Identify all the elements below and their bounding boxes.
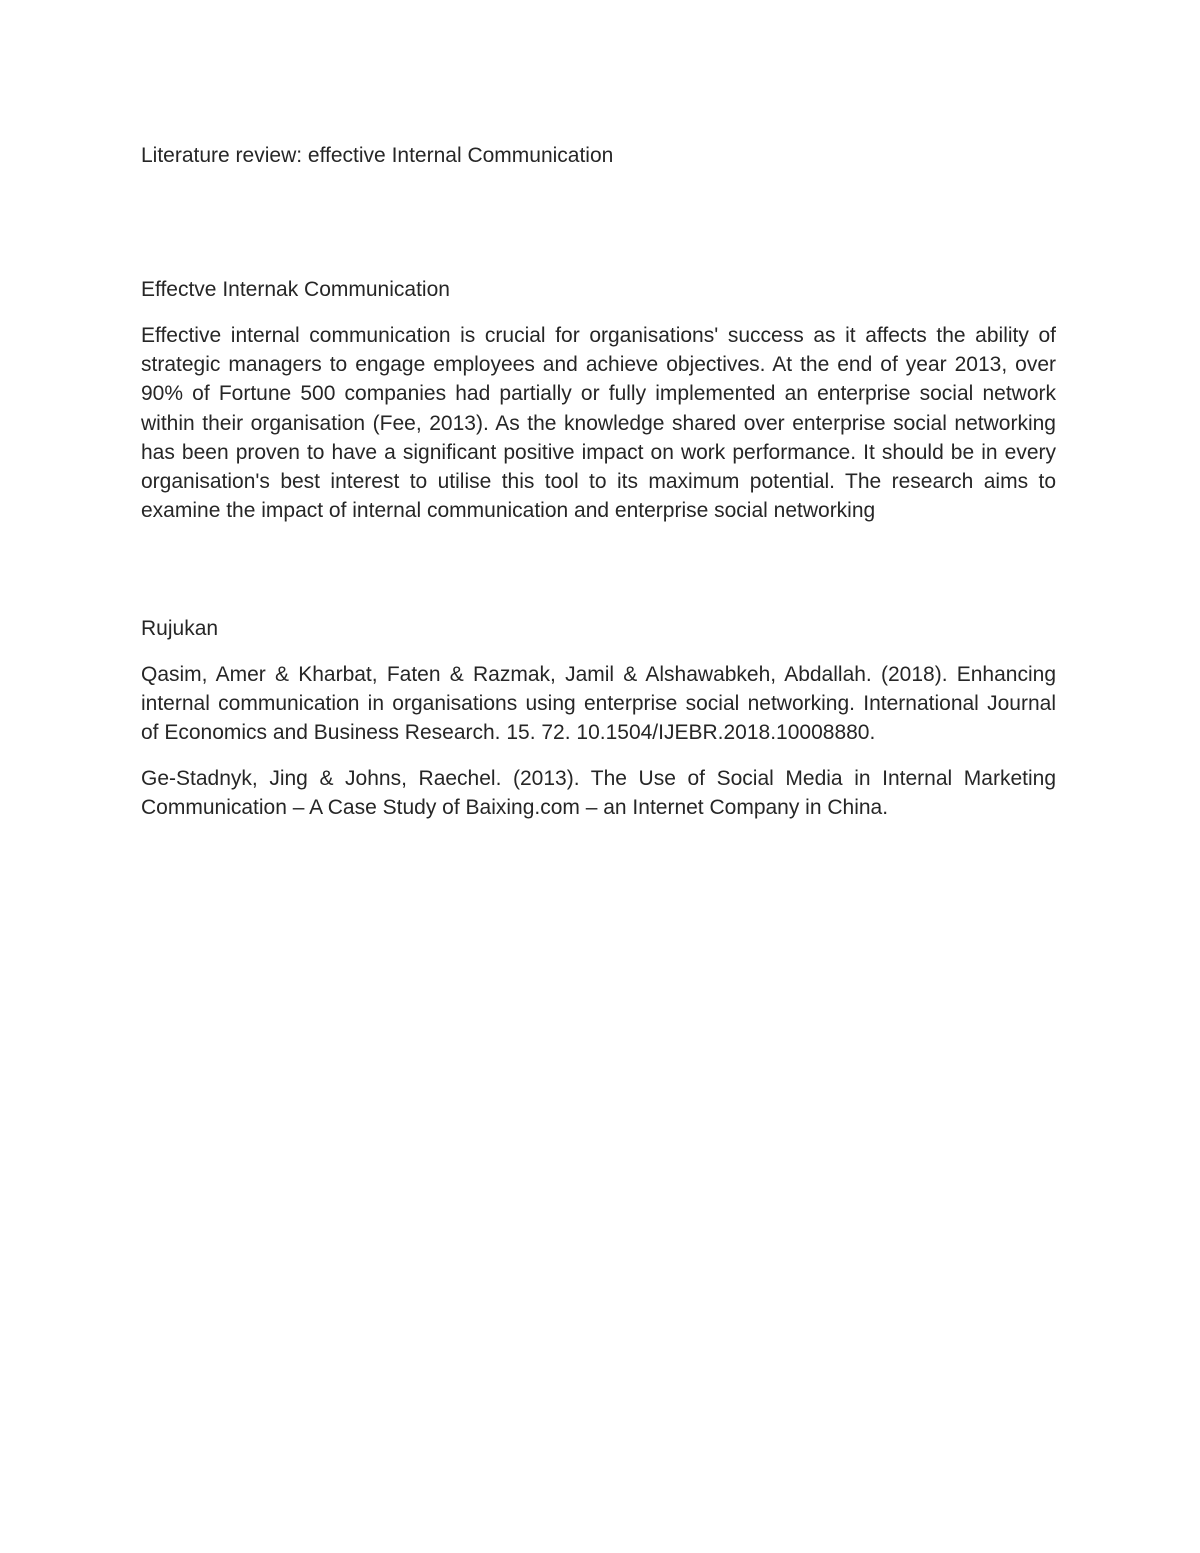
document-page: [141, 0, 1056, 1553]
intro-section: [141, 276, 1056, 525]
intro-heading: Effectve Internak Communication: [141, 278, 450, 301]
references-section: [141, 615, 1056, 838]
document-title: Literature review: effective Internal Communication: [141, 144, 614, 167]
references-heading: Rujukan: [141, 617, 219, 640]
reference-item-2: Ge-Stadnyk, Jing & Johns, Raechel. (2013). The Use of Social Media in Internal Marketing Communication – A Case Study of Baixing.com – an Internet Company in China.: [141, 766, 1056, 819]
reference-item-1: Qasim, Amer & Kharbat, Faten & Razmak, Jamil & Alshawabkeh, Abdallah. (2018). Enhancing internal communication in organisations using enterprise social networking. International Journal of Economics and Business Research. 15. 72. 10.1504/IJEBR.2018.10008880.: [141, 663, 1056, 745]
intro-paragraph: Effective internal communication is crucial for organisations' success as it affects the ability of strategic managers to engage employees and achieve objectives. At the end of year 2013, over 90% of Fortune 500 companies had partially or fully implemented an enterprise social network within their organisation (Fee, 2013). As the knowledge shared over enterprise social networking has been proven to have a significant positive impact on work performance. It should be in every organisation's best interest to utilise this tool to its maximum potential. The research aims to examine the impact of internal communication and enterprise social networking: [141, 324, 1056, 523]
